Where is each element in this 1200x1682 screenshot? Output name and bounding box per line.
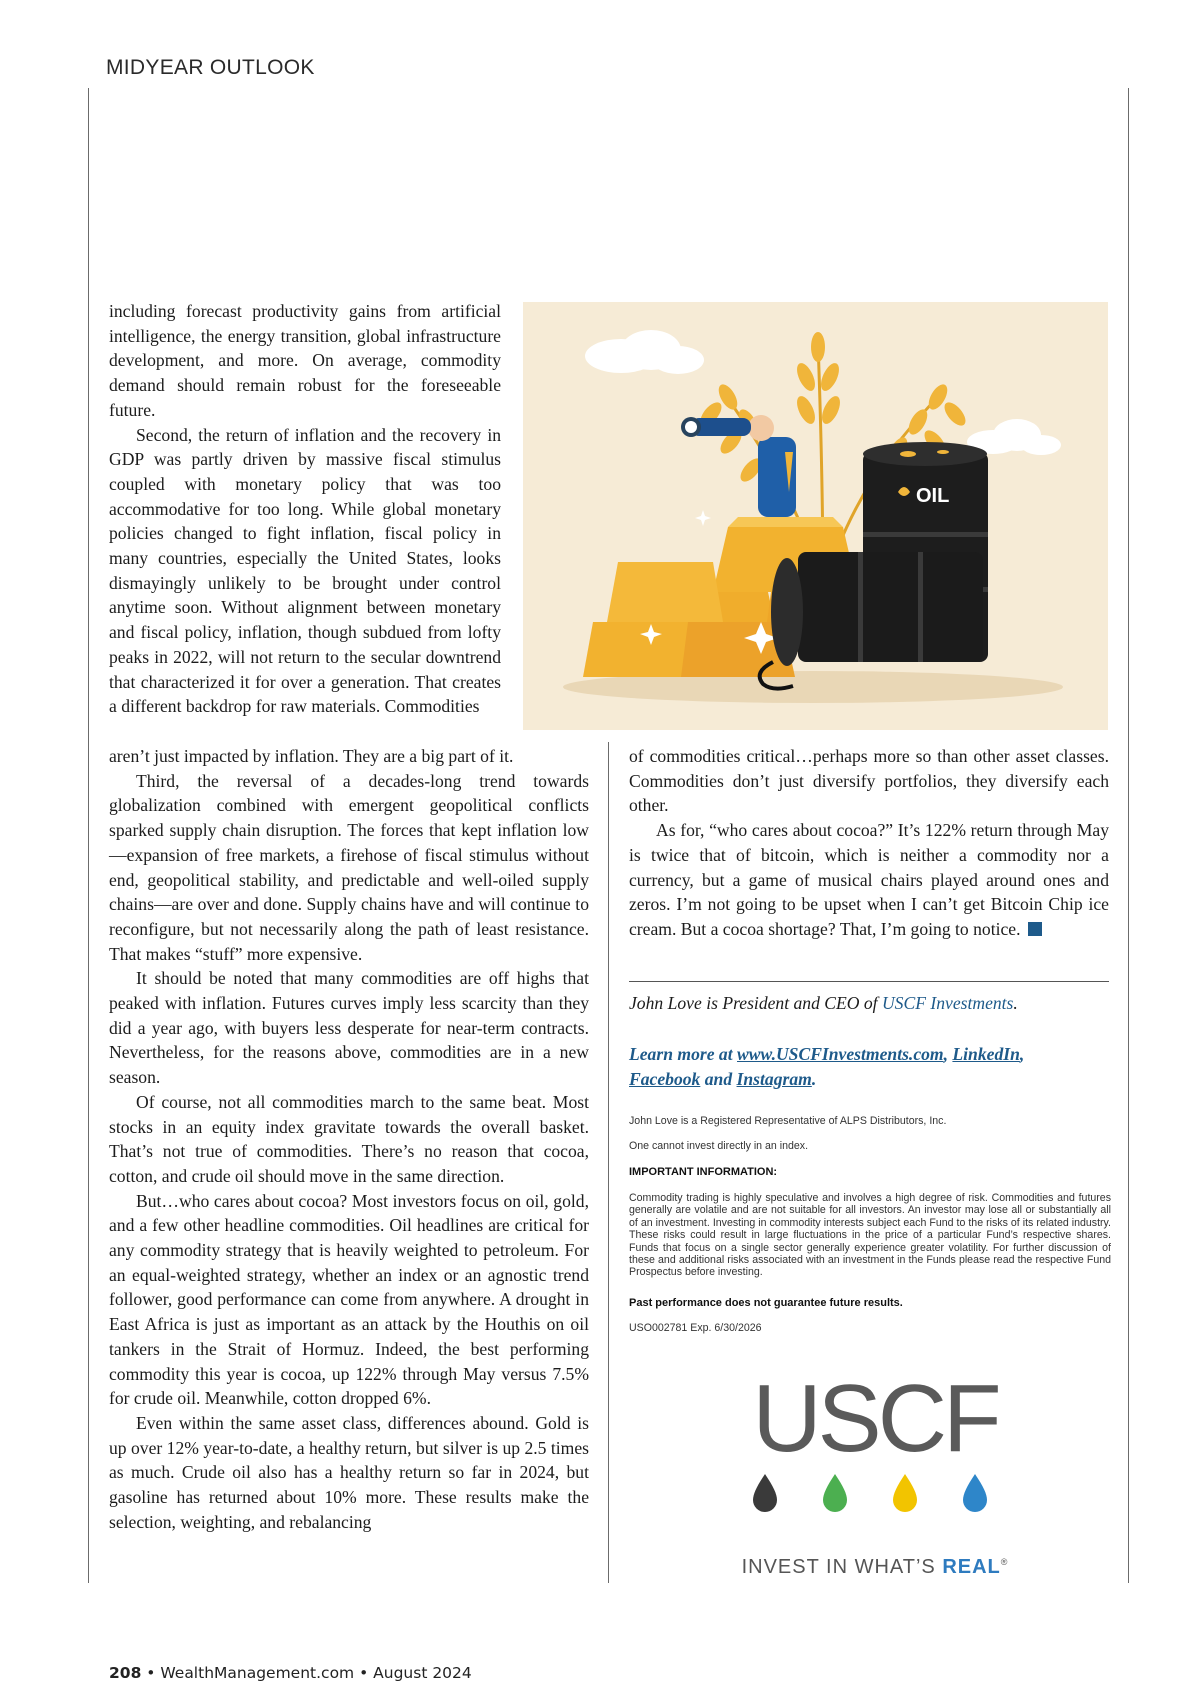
facebook-link[interactable]: Facebook — [629, 1069, 701, 1089]
footer-separator: • — [354, 1664, 374, 1682]
footer-date: August 2024 — [373, 1664, 472, 1682]
article-paragraph: including forecast productivity gains from artificial intelligence, the energy transition, global infrastructure development, and more. On average, commodity demand should remain robust for the foreseeable future. — [109, 301, 501, 420]
learn-more-separator: , — [943, 1044, 953, 1064]
article-paragraph: Even within the same asset class, differences abound. Gold is up over 12% year-to-date, a healthy return, but silver is up 2.5 times as much. Crude oil also has a healthy return so far in 2024, but gasoline has returned about 10% more. These results make the selection, weighting, and rebalancing — [109, 1412, 589, 1532]
section-label: MIDYEAR OUTLOOK — [106, 56, 315, 79]
author-bio — [629, 993, 1018, 1014]
page-number: 208 — [109, 1664, 142, 1682]
right-page-rule — [1128, 88, 1129, 1583]
registered-rep-disclosure: John Love is a Registered Representative of ALPS Distributors, Inc. — [629, 1115, 947, 1127]
page-footer — [109, 1664, 472, 1682]
end-mark-icon — [1028, 922, 1042, 936]
left-column-rule — [88, 88, 89, 1583]
instagram-link[interactable]: Instagram — [736, 1069, 812, 1089]
author-company: USCF Investments — [881, 993, 1014, 1013]
past-performance-note: Past performance does not guarantee future results. — [629, 1297, 903, 1309]
article-paragraph: aren’t just impacted by inflation. They are a big part of it. — [109, 746, 514, 766]
footer-site: WealthManagement.com — [160, 1664, 355, 1682]
document-code: USO002781 Exp. 6/30/2026 — [629, 1322, 762, 1334]
column-divider — [608, 742, 609, 1583]
article-lower-column — [109, 744, 589, 1535]
drop-icons — [753, 1474, 987, 1512]
author-bio-end: . — [1013, 993, 1018, 1013]
linkedin-link[interactable]: LinkedIn — [952, 1044, 1020, 1064]
drop-icon-blue — [963, 1474, 987, 1512]
website-link[interactable]: www.USCFInvestments.com — [737, 1044, 944, 1064]
uscf-tagline — [742, 1556, 1009, 1578]
article-paragraph: It should be noted that many commodities are off highs that peaked with inflation. Futures curves imply less scarcity than they did a year ago, with buyers less desperate for near-term contracts. Nevertheless, for the reasons above, commodities are in a new season. — [109, 968, 589, 1088]
tagline-mark: ® — [1000, 1557, 1009, 1567]
commodities-illustration-graphic — [523, 302, 1108, 730]
commodities-illustration — [523, 302, 1108, 730]
article-paragraph: But…who cares about cocoa? Most investors focus on oil, gold, and a few other headline commodities. Oil headlines are critical for any commodity strategy that is heavily weighted to petroleum. For an equal-weighted strategy, whether an index or an agnostic trend follower, good performance can come from anywhere. A drought in East Africa is just as important as an attack by the Houthis on oil tankers in the Strait of Hormuz. Indeed, the best performing commodity this year is cocoa, up 122% through May versus 7.5% for crude oil. Meanwhile, cotton dropped 6%. — [109, 1190, 589, 1409]
article-paragraph: of commodities critical…perhaps more so than other asset classes. Commodities don’t just diversify portfolios, they diversify each other. — [629, 746, 1109, 816]
article-paragraph: Of course, not all commodities march to the same beat. Most stocks in an equity index gravitate towards the overall basket. That’s not true of commodities. There’s no reason that cocoa, cotton, and crude oil should move in the same direction. — [109, 1091, 589, 1186]
article-right-column — [629, 744, 1109, 942]
learn-more-prefix: Learn more at — [629, 1044, 738, 1064]
index-disclosure: One cannot invest directly in an index. — [629, 1140, 809, 1152]
footer-separator: • — [141, 1664, 161, 1682]
article-paragraph — [629, 818, 1109, 942]
uscf-wordmark: USCF — [752, 1376, 998, 1472]
oil-barrel-label: OIL — [916, 485, 950, 507]
author-bio-text: John Love is President and CEO of — [629, 993, 882, 1013]
article-paragraph: Second, the return of inflation and the recovery in GDP was partly driven by massive fiscal stimulus coupled with monetary policy that was too accommodative for too long. While global monetary policies changed to fight inflation, fiscal policy in many countries, especially the United States, looks dismayingly unlikely to be brought under control anytime soon. Without alignment between monetary and fiscal policy, inflation, though subdued from lofty peaks in 2022, will not return to the secular downtrend that characterized it for over a generation. That creates a different backdrop for raw materials. Commodities — [109, 424, 501, 717]
article-paragraph-text: As for, “who cares about cocoa?” It’s 122% return through May is twice that of bitcoin, which is neither a commodity nor a currency, but a game of musical chairs played around ones and zeros. I’m not going to be upset when I can’t get Bitcoin Chip ice cream. But a cocoa shortage? That, I’m going to notice. — [629, 820, 1109, 939]
uscf-logo-graphic — [690, 1376, 1060, 1581]
leaf-icon-green — [823, 1474, 847, 1512]
learn-more-end: . — [811, 1069, 817, 1089]
tagline-accent: REAL — [942, 1556, 1001, 1578]
learn-more-separator: , — [1019, 1044, 1025, 1064]
drop-icon-black — [753, 1474, 777, 1512]
author-divider — [629, 981, 1109, 982]
uscf-logo — [690, 1376, 1060, 1581]
risk-disclosure: Commodity trading is highly speculative and involves a high degree of risk. Commodities and futures generally are volatile and are not suitable for all investors. An investor may lose all or substantially all of an investment. Investing in commodity interests subject each Fund to the risks of its related industry. These risks could result in large fluctuations in the price of a particular Fund’s respective shares. Funds that focus on a single sector generally experience greater volatility. For further discussion of these and additional risks associated with an investment in the Funds please read the respective Fund Prospectus before investing. — [629, 1192, 1111, 1279]
important-info-heading: IMPORTANT INFORMATION: — [629, 1166, 778, 1178]
article-upper-column — [109, 299, 501, 719]
learn-more-and: and — [700, 1069, 737, 1089]
learn-more — [629, 1042, 1109, 1092]
article-paragraph: Third, the reversal of a decades-long trend towards globalization combined with emergent geopolitical conflicts sparked supply chain disruption. The forces that kept inflation low—expansion of free markets, a firehose of fiscal stimulus without end, geopolitical stability, and predictable and well-oiled supply chains—are over and done. Supply chains have and will continue to reconfigure, but not necessarily along the path of least resistance. That makes “stuff” more expensive. — [109, 770, 589, 964]
tagline-main: INVEST IN WHAT’S — [741, 1556, 943, 1578]
drop-icon-yellow — [893, 1474, 917, 1512]
